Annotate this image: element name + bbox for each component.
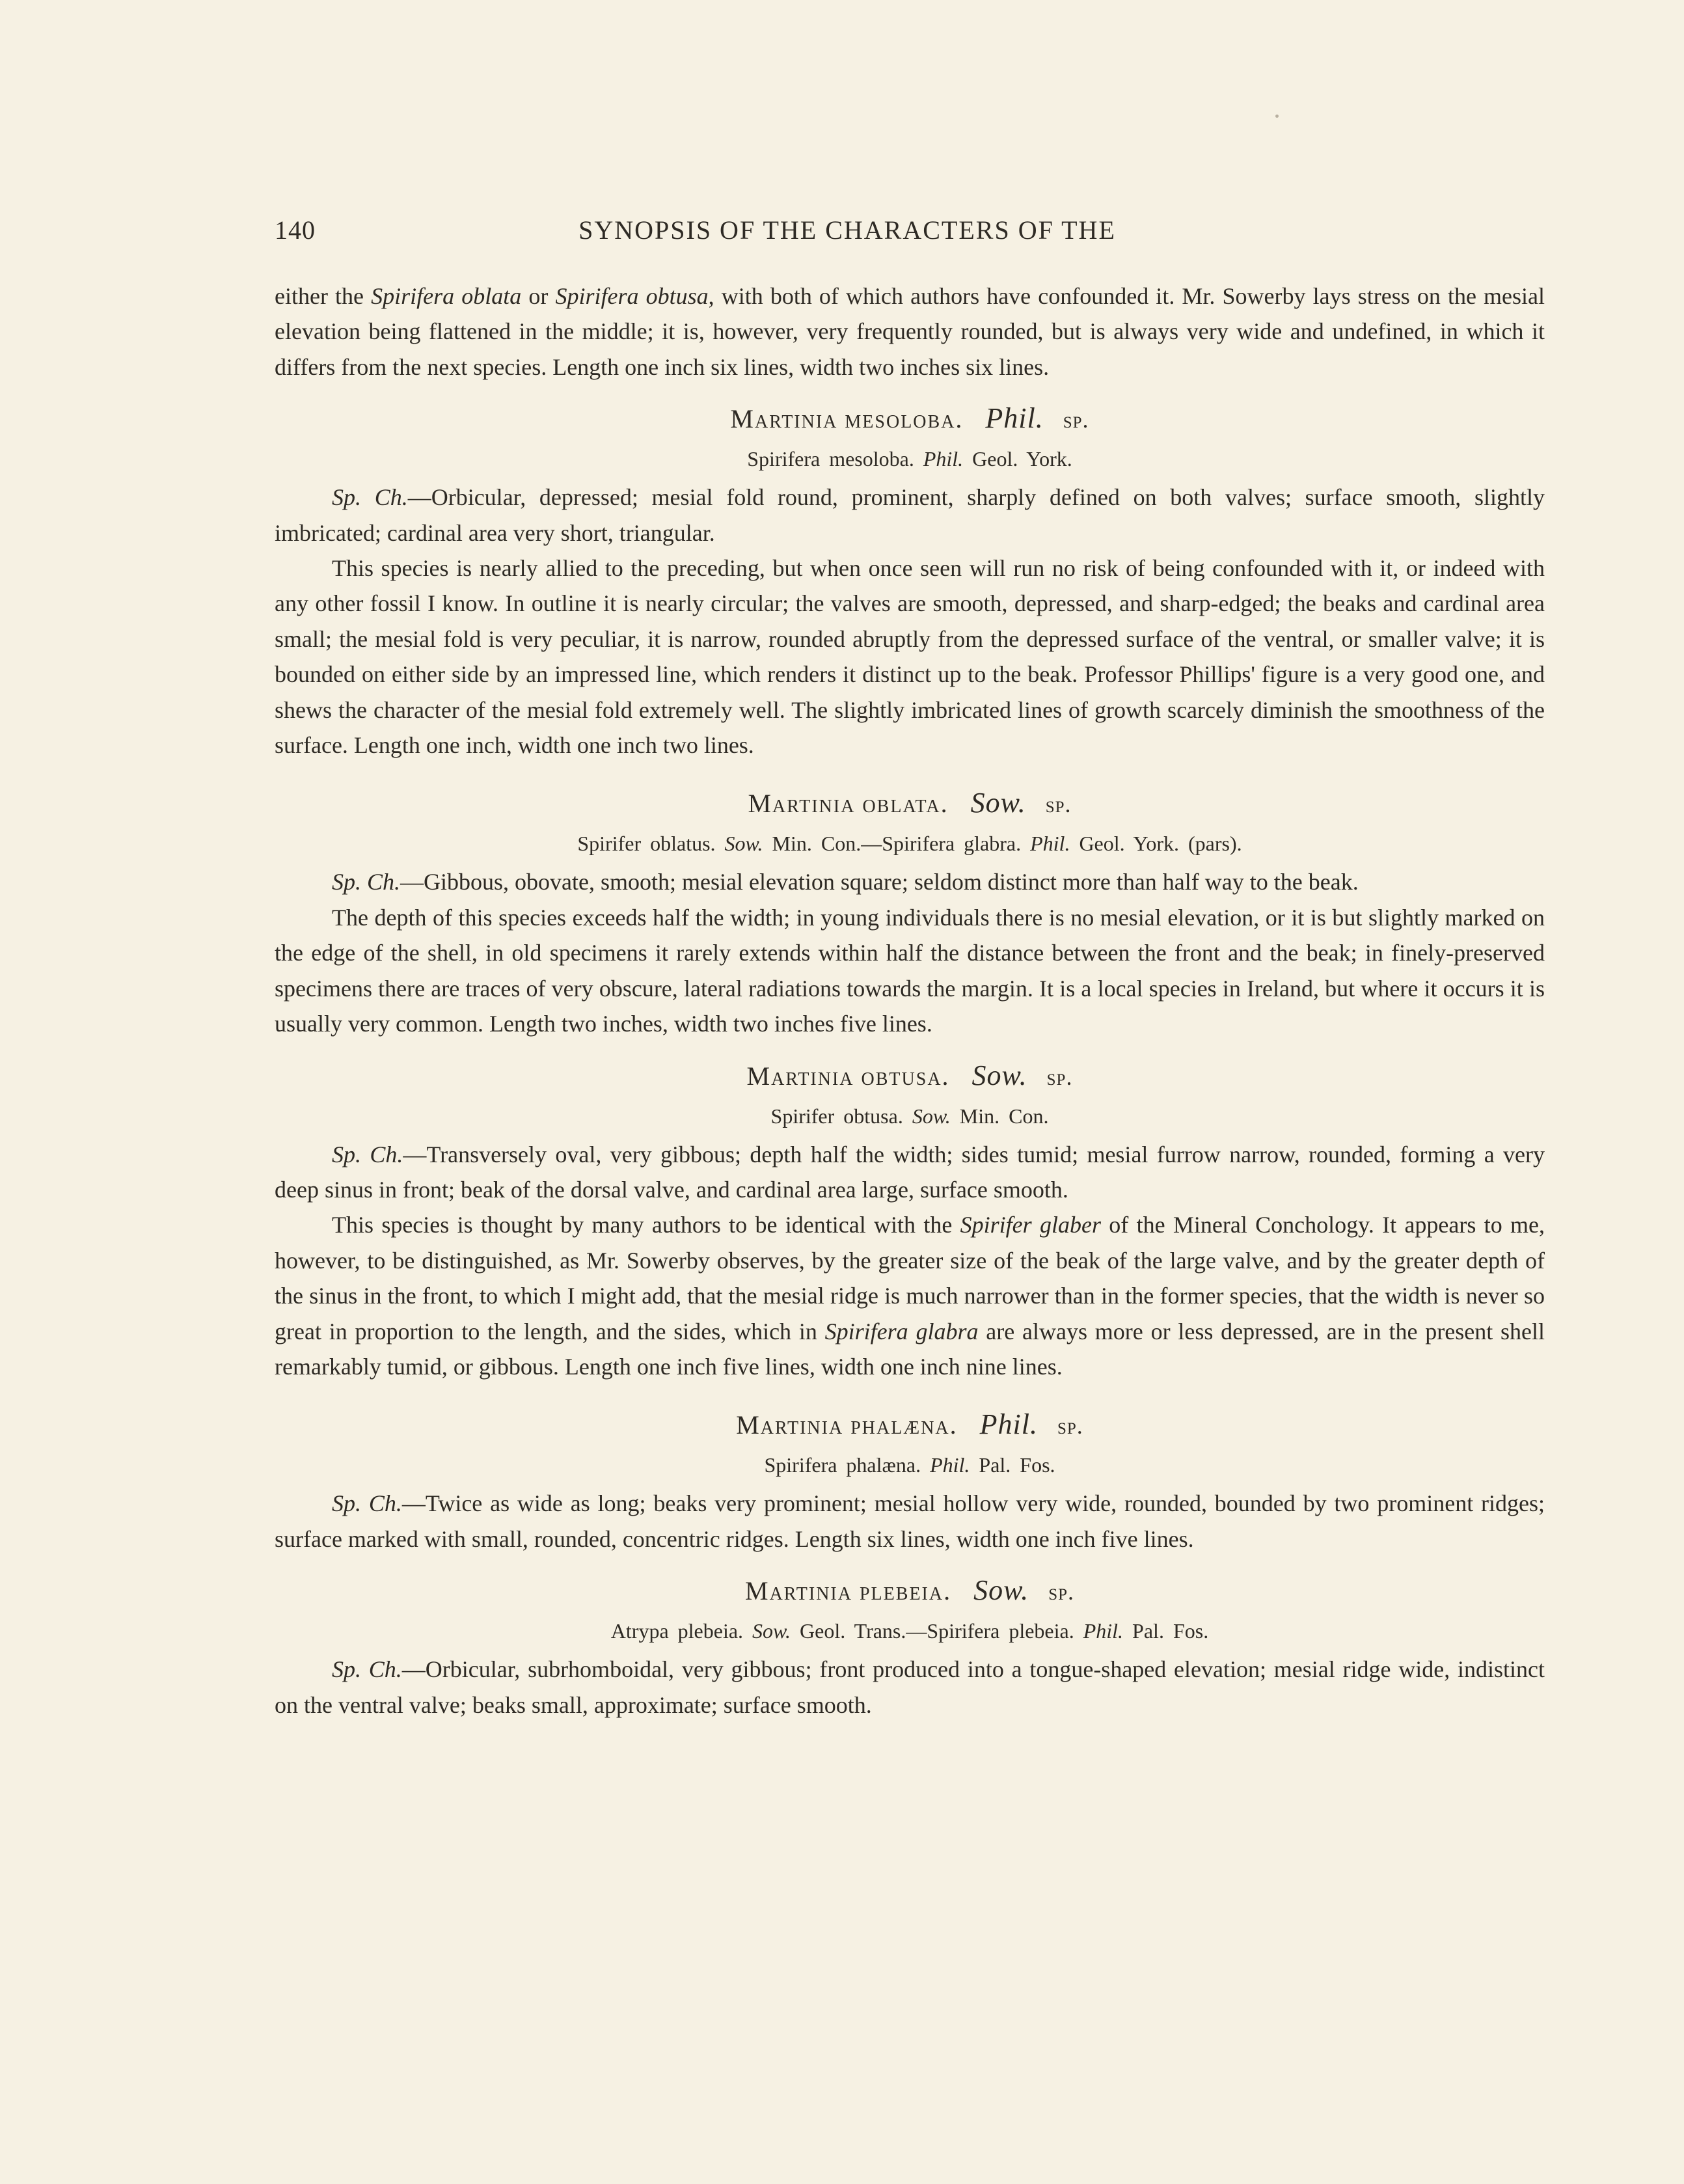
diagnosis-plebeia: Sp. Ch.—Orbicular, subrhomboidal, very gibbous; front produced into a tongue-shaped elevation; mesial ridge wide, indistinct on the ventral valve; beaks small, approximate; surface smooth. [275,1656,1545,1718]
synonymy-obtusa: Spirifer obtusa. Sow. Min. Con. [770,1104,1049,1128]
description-mesoloba: This species is nearly allied to the preceding, but when once seen will run no risk of being confounded with it, or indeed with any other fossil I know. In outline it is nearly circular; the valves are smooth, depressed, and sharp-edged; the beaks and cardinal area small; the mesial fold is very peculiar, it is narrow, rounded abruptly from the depressed surface of the ventral, or smaller valve; it is bounded on either side by an impressed line, which renders it distinct up to the beak. Professor Phillips' figure is a very good one, and shews the character of the mesial fold extremely well. The slightly imbricated lines of growth scarcely diminish the smoothness of the surface. Length one inch, width one inch two lines. [275,555,1545,759]
description-oblata: The depth of this species exceeds half the width; in young individuals there is no mesial elevation, or it is but slightly marked on the edge of the shell, in old specimens it rarely extends within half the distance between the front and the beak; in finely-preserved specimens there are traces of very obscure, lateral radiations towards the margin. It is a local species in Ireland, but where it occurs it is usually very common. Length two inches, width two inches five lines. [275,904,1545,1037]
species-heading-phalaena: Martinia phalæna. Phil. sp. [736,1408,1083,1441]
body-text [275,279,1545,1723]
running-head [275,215,1420,254]
species-heading-plebeia: Martinia plebeia. Sow. sp. [745,1574,1074,1607]
page-number: 140 [275,215,316,245]
synonymy-mesoloba: Spirifera mesoloba. Phil. Geol. York. [747,447,1072,471]
paper-speck [1275,115,1279,118]
diagnosis-phalaena: Sp. Ch.—Twice as wide as long; beaks very prominent; mesial hollow very wide, rounded, bounded by two prominent ridges; surface marked with small, rounded, concentric ridges. Length six lines, width one inch five lines. [275,1490,1545,1552]
species-heading-oblata: Martinia oblata. Sow. sp. [748,787,1072,819]
diagnosis-mesoloba: Sp. Ch.—Orbicular, depressed; mesial fold round, prominent, sharply defined on both valves; surface smooth, slightly imbricated; cardinal area very short, triangular. [275,484,1545,546]
synonymy-oblata: Spirifer oblatus. Sow. Min. Con.—Spirifera glabra. Phil. Geol. York. (pars). [577,832,1242,856]
synonymy-phalaena: Spirifera phalæna. Phil. Pal. Fos. [764,1453,1055,1477]
diagnosis-oblata: Sp. Ch.—Gibbous, obovate, smooth; mesial elevation square; seldom distinct more than half way to the beak. [332,869,1359,895]
species-heading-obtusa: Martinia obtusa. Sow. sp. [746,1059,1073,1091]
description-obtusa: This species is thought by many authors to be identical with the Spirifer glaber of the Mineral Conchology. It appears to me, however, to be distinguished, as Mr. Sowerby observes, by the greater size of the beak of the large valve, and by the greater depth of the sinus in the front, to which I might add, that the mesial ridge is much narrower than in the former species, that the width is never so great in proportion to the length, and the sides, which in Spirifera glabra are always more or less depressed, are in the present shell remarkably tumid, or gibbous. Length one inch five lines, width one inch nine lines. [275,1212,1545,1380]
diagnosis-obtusa: Sp. Ch.—Transversely oval, very gibbous; depth half the width; sides tumid; mesial furrow narrow, rounded, forming a very deep sinus in front; beak of the dorsal valve, and cardinal area large, surface smooth. [275,1141,1545,1203]
synonymy-plebeia: Atrypa plebeia. Sow. Geol. Trans.—Spirifera plebeia. Phil. Pal. Fos. [610,1619,1209,1643]
species-heading-mesoloba: Martinia mesoloba. Phil. sp. [730,402,1089,435]
intro-paragraph: either the Spirifera oblata or Spirifera obtusa, with both of which authors have confounded it. Mr. Sowerby lays stress on the mesial elevation being flattened in the middle; it is, however, very frequently rounded, but is always very wide and undefined, in which it differs from the next species. Length one inch six lines, width two inches six lines. [275,283,1545,380]
running-title: SYNOPSIS OF THE CHARACTERS OF THE [578,215,1116,245]
